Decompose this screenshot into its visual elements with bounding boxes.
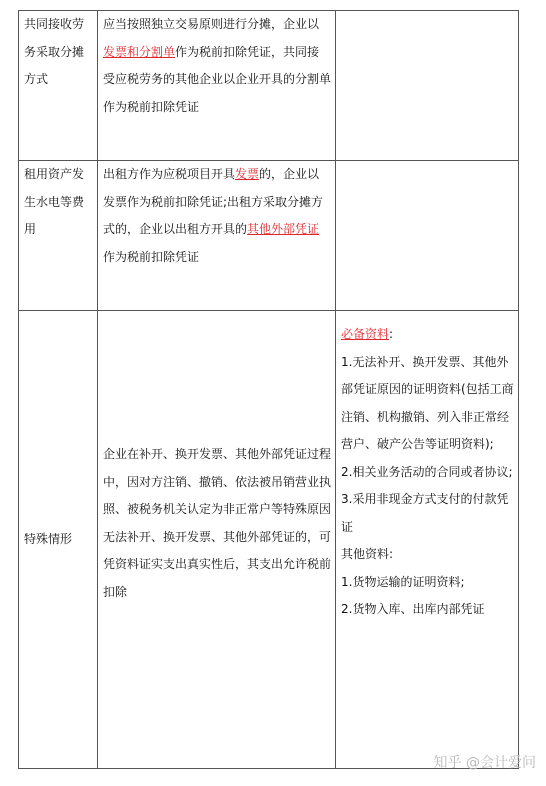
row-label-cell bbox=[19, 311, 98, 769]
desc-text: 应当按照独立交易原则进行分摊，企业以 bbox=[103, 17, 320, 31]
row-desc-cell bbox=[98, 161, 336, 311]
highlight-text: 发票 bbox=[235, 167, 260, 181]
required-title bbox=[341, 321, 514, 349]
row-desc-cell bbox=[98, 11, 336, 161]
row-extra-cell bbox=[336, 161, 519, 311]
row-description bbox=[98, 161, 335, 271]
required-title-colon: : bbox=[389, 327, 394, 341]
desc-text: 作为税前扣除凭证，共同接受应税劳务的其他企业以企业开具的分割单作为税前扣除凭证 bbox=[103, 44, 332, 114]
deduction-voucher-table bbox=[18, 10, 519, 769]
highlight-text: 发票和分割单 bbox=[103, 44, 176, 59]
other-title: 其他资料: bbox=[341, 547, 394, 561]
desc-text: 作为税前扣除凭证 bbox=[103, 249, 200, 264]
required-title-text: 必备资料 bbox=[341, 327, 390, 341]
list-item: 1.货物运输的证明资料; bbox=[341, 574, 465, 589]
list-item: 1.无法补开、换开发票、其他外部凭证原因的证明资料(包括工商注销、机构撤销、列入非正常经营户、破产公告等证明资料); bbox=[341, 354, 514, 451]
row-label: 特殊情形 bbox=[24, 532, 73, 546]
row-label-cell bbox=[19, 11, 98, 161]
table-row bbox=[19, 311, 519, 769]
row-description bbox=[98, 11, 335, 121]
row-label: 共同接收劳务采取分摊方式 bbox=[24, 17, 85, 86]
row-label-cell bbox=[19, 161, 98, 311]
watermark: 知乎 @会计爱问 bbox=[433, 755, 536, 771]
row-description: 企业在补开、换开发票、其他外部凭证过程中，因对方注销、撤销、依法被吊销营业执照、被税务机关认定为非正常户等特殊原因无法补开、换开发票、其他外部凭证的，可凭资料证实支出真实性后，其支出允许税前扣除 bbox=[103, 447, 332, 599]
row-extra-cell bbox=[336, 311, 519, 769]
row-label: 租用资产发生水电等费用 bbox=[24, 167, 85, 236]
row-extra-cell bbox=[336, 11, 519, 161]
list-item: 2.货物入库、出库内部凭证 bbox=[341, 602, 485, 616]
required-materials bbox=[336, 311, 518, 767]
desc-text: 出租方作为应税项目开具 bbox=[103, 167, 236, 181]
highlight-text: 其他外部凭证 bbox=[247, 222, 320, 236]
list-item: 3.采用非现金方式支付的付款凭证 bbox=[341, 492, 509, 534]
desc-text: 的，企业以发票作为税前扣除凭证;出租方采取分摊方式的，企业以出租方开具的 bbox=[103, 167, 324, 236]
table-row bbox=[19, 161, 519, 311]
row-desc-cell bbox=[98, 311, 336, 769]
list-item: 2.相关业务活动的合同或者协议; bbox=[341, 464, 513, 479]
table-row bbox=[19, 11, 519, 161]
